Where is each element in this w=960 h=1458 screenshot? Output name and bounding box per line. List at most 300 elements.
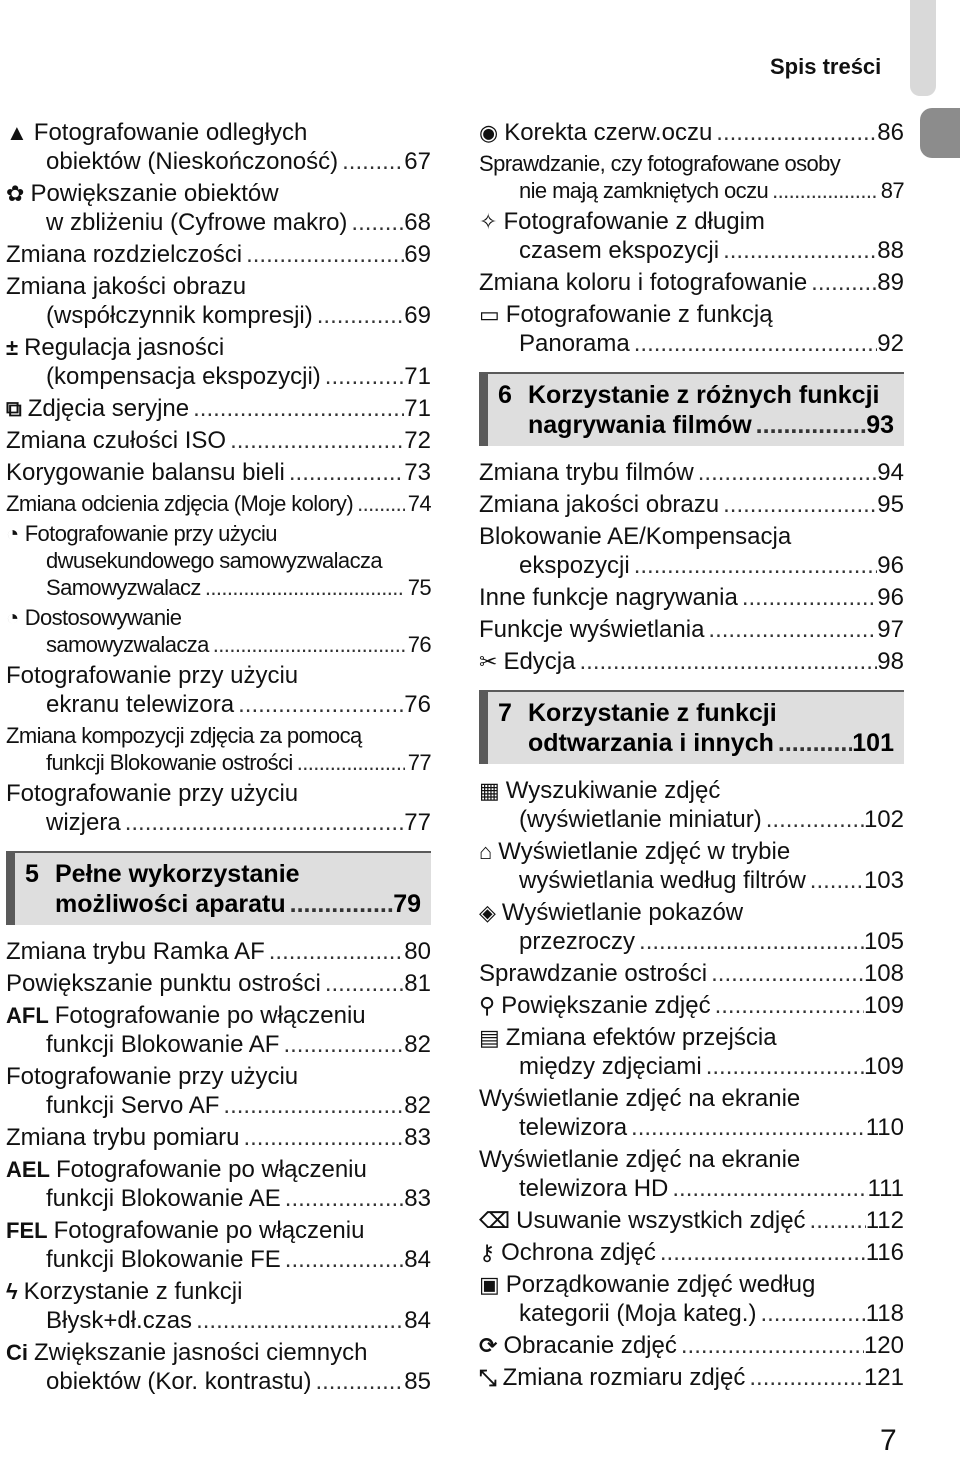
- toc-entry-line: [6, 1001, 431, 1030]
- toc-entry-line: [6, 333, 431, 362]
- toc-entry-text: Fotografowanie odległych: [33, 119, 308, 146]
- chapter-title-text: odtwarzania i innych: [528, 729, 774, 757]
- page-edge-tab-chapter: [920, 108, 960, 158]
- toc-entry-text: Fotografowanie z funkcją: [505, 301, 773, 328]
- toc-entry-text: Błysk+dł.czas: [46, 1307, 193, 1334]
- toc-entry[interactable]: [479, 1363, 904, 1392]
- toc-page-number: 80: [404, 938, 431, 965]
- toc-entry-line: [6, 272, 431, 301]
- toc-entry[interactable]: [6, 490, 431, 517]
- leader-dots: [806, 866, 864, 895]
- leader-dots: [694, 458, 878, 487]
- toc-entry-line: [6, 1184, 431, 1213]
- toc-entry-text: czasem ekspozycji: [519, 237, 720, 264]
- fel-icon: FEL: [6, 1218, 48, 1243]
- toc-entry-line: [6, 394, 431, 423]
- toc-entry-text: Zmiana rozdzielczości: [6, 241, 243, 268]
- leader-dots: [311, 1367, 404, 1396]
- toc-page-number: 81: [404, 970, 431, 997]
- toc-page-number: 71: [404, 395, 431, 422]
- toc-entry[interactable]: [6, 118, 431, 176]
- toc-entry-line: [6, 937, 431, 966]
- toc-entry[interactable]: [479, 991, 904, 1020]
- toc-entry-line: [479, 207, 904, 236]
- toc-page-number: 110: [865, 1114, 904, 1141]
- toc-page-number: 89: [877, 269, 904, 296]
- toc-entry-text: Zmiana odcienia zdjęcia (Moje kolory): [6, 491, 354, 516]
- toc-page-number: 87: [880, 178, 904, 203]
- chapter-title-text: nagrywania filmów: [528, 411, 752, 439]
- toc-entry[interactable]: [479, 615, 904, 644]
- leader-dots: [286, 889, 394, 919]
- toc-page-number: 97: [877, 616, 904, 643]
- toc-entry[interactable]: [479, 583, 904, 612]
- toc-entry-line: [6, 1306, 431, 1335]
- leader-dots: [209, 631, 405, 658]
- leader-dots: [189, 394, 404, 423]
- slow-synchro-icon: ϟ: [6, 1279, 18, 1304]
- chapter-title-line: [498, 698, 894, 728]
- toc-entry-line: [479, 805, 904, 834]
- toc-page-number: 84: [404, 1246, 431, 1273]
- toc-entry-line: [6, 547, 431, 574]
- toc-entry-line: [6, 362, 431, 391]
- toc-entry-line: [479, 583, 904, 612]
- chapter-title-line: [25, 859, 421, 889]
- toc-page-number: 76: [404, 691, 431, 718]
- toc-entry-text: Wyświetlanie zdjęć na ekranie: [479, 1146, 801, 1173]
- toc-entry[interactable]: [6, 394, 431, 423]
- toc-entry-line: [479, 1238, 904, 1267]
- toc-page-number: 75: [407, 575, 431, 600]
- toc-entry[interactable]: [6, 1277, 431, 1335]
- toc-page-number: 98: [877, 648, 904, 675]
- chapter-heading[interactable]: [479, 372, 904, 446]
- toc-entry-line: [6, 490, 431, 517]
- leader-dots: [226, 426, 404, 455]
- toc-entry-text: ekranu telewizora: [46, 691, 235, 718]
- toc-page-number: 108: [863, 960, 904, 987]
- toc-entry[interactable]: [6, 520, 431, 601]
- toc-entry-text: obiektów (Kor. kontrastu): [46, 1368, 312, 1395]
- toc-entry-text: Korzystanie z funkcji: [23, 1278, 243, 1305]
- toc-page-number: 103: [863, 867, 904, 894]
- toc-entry-line: [479, 1084, 904, 1113]
- toc-page-number: 77: [407, 750, 431, 775]
- toc-page-number: 84: [404, 1307, 431, 1334]
- page-number: 7: [880, 1424, 897, 1457]
- leader-dots: [719, 490, 877, 519]
- toc-entry-text: samowyzwalacza: [46, 632, 209, 657]
- toc-entry-text: Funkcje wyświetlania: [479, 616, 705, 643]
- toc-entry-text: Obracanie zdjęć: [503, 1332, 677, 1359]
- toc-entry-line: [479, 551, 904, 580]
- toc-entry-line: [479, 150, 904, 177]
- toc-entry-line: [6, 749, 431, 776]
- leader-dots: [704, 615, 877, 644]
- leader-dots: [353, 490, 405, 517]
- toc-entry-text: Zdjęcia seryjne: [27, 395, 190, 422]
- toc-page-number: 83: [404, 1185, 431, 1212]
- toc-entry-line: [479, 927, 904, 956]
- toc-entry-text: Inne funkcje nagrywania: [479, 584, 738, 611]
- toc-entry-line: [6, 631, 431, 658]
- toc-entry-text: Zmiana rozmiaru zdjęć: [502, 1364, 746, 1391]
- toc-entry[interactable]: [479, 1238, 904, 1267]
- chapter-title-text: Korzystanie z różnych funkcji: [528, 381, 880, 409]
- toc-entry-line: [479, 615, 904, 644]
- toc-page-number: 83: [404, 1124, 431, 1151]
- leader-dots: [630, 329, 878, 358]
- toc-entry-line: [6, 147, 431, 176]
- toc-page-number: 92: [877, 330, 904, 357]
- chapter-heading[interactable]: [479, 690, 904, 764]
- leader-dots: [656, 1238, 866, 1267]
- toc-entry-text: funkcji Servo AF: [46, 1092, 220, 1119]
- toc-entry-line: [479, 268, 904, 297]
- toc-page-number: 105: [863, 928, 904, 955]
- toc-entry-text: Fotografowanie po włączeniu: [54, 1002, 366, 1029]
- chapter-page-number: 93: [866, 411, 894, 439]
- toc-page-number: 109: [863, 992, 904, 1019]
- toc-entry-text: dwusekundowego samowyzwalacza: [46, 548, 383, 573]
- toc-entry-text: Wyświetlanie zdjęć w trybie: [498, 838, 791, 865]
- toc-page-number: 96: [877, 552, 904, 579]
- toc-entry-text: ekspozycji: [519, 552, 630, 579]
- toc-entry[interactable]: [479, 522, 904, 580]
- toc-page-number: 71: [404, 363, 431, 390]
- category-icon: ▣: [479, 1272, 500, 1297]
- long-shutter-icon: ✧: [479, 209, 498, 234]
- toc-entry-text: funkcji Blokowanie ostrości: [46, 750, 293, 775]
- toc-entry-line: [6, 661, 431, 690]
- toc-column-right: [479, 118, 904, 1395]
- toc-entry-line: [6, 1091, 431, 1120]
- page-edge-tab-top: [910, 0, 936, 96]
- toc-entry-text: Fotografowanie przy użyciu: [6, 1063, 299, 1090]
- toc-entry[interactable]: [6, 179, 431, 237]
- toc-entry-line: [479, 329, 904, 358]
- leader-dots: [219, 1091, 404, 1120]
- toc-entry-text: funkcji Blokowanie AF: [46, 1031, 280, 1058]
- toc-entry-line: [6, 1030, 431, 1059]
- toc-entry[interactable]: [479, 776, 904, 834]
- toc-entry-text: Edycja: [503, 648, 576, 675]
- leader-dots: [192, 1306, 404, 1335]
- leader-dots: [239, 1123, 404, 1152]
- ael-icon: AEL: [6, 1157, 50, 1182]
- toc-entry[interactable]: [479, 1084, 904, 1142]
- toc-page-number: 88: [877, 237, 904, 264]
- toc-page-number: 69: [404, 241, 431, 268]
- toc-page-number: 111: [867, 1175, 904, 1202]
- chapter-page-number: 79: [393, 890, 421, 918]
- continuous-shooting-icon: ⧉: [6, 396, 22, 421]
- toc-entry[interactable]: [479, 1331, 904, 1360]
- chapter-number: 6: [498, 381, 512, 409]
- leader-dots: [752, 410, 867, 440]
- leader-dots: [756, 1299, 865, 1328]
- filtered-playback-icon: ⌂: [479, 839, 493, 864]
- toc-entry-line: [479, 776, 904, 805]
- chapter-number: 7: [498, 699, 512, 727]
- toc-entry-text: Fotografowanie przy użyciu: [24, 521, 277, 546]
- toc-entry-text: Korekta czerw.oczu: [504, 119, 713, 146]
- toc-entry-line: [479, 898, 904, 927]
- slideshow-icon: ◈: [479, 900, 496, 925]
- leader-dots: [668, 1174, 867, 1203]
- toc-entry-line: [6, 1123, 431, 1152]
- toc-page-number: 109: [863, 1053, 904, 1080]
- scissors-icon: ✂: [479, 649, 498, 674]
- leader-dots: [806, 1206, 866, 1235]
- leader-dots: [707, 959, 864, 988]
- toc-entry[interactable]: [6, 1123, 431, 1152]
- toc-page-number: 74: [407, 491, 431, 516]
- toc-entry-text: Ochrona zdjęć: [501, 1239, 656, 1266]
- toc-entry-text: Powiększanie obiektów: [30, 180, 279, 207]
- toc-entry-text: (wyświetlanie miniatur): [519, 806, 762, 833]
- self-timer-custom-icon: ◔: [6, 605, 19, 630]
- toc-entry-text: między zdjęciami: [519, 1053, 702, 1080]
- chapter-title-line: [498, 380, 894, 410]
- toc-entry-line: [6, 118, 431, 147]
- toc-page-number: 67: [404, 148, 431, 175]
- toc-page-number: 77: [404, 809, 431, 836]
- toc-entry-text: Fotografowanie po włączeniu: [56, 1156, 367, 1183]
- toc-page-number: 120: [863, 1332, 904, 1359]
- toc-entry-line: [6, 1277, 431, 1306]
- toc-entry-line: [6, 1338, 431, 1367]
- toc-entry-line: [479, 236, 904, 265]
- toc-entry[interactable]: [6, 240, 431, 269]
- toc-entry-text: (kompensacja ekspozycji): [46, 363, 321, 390]
- leader-dots: [293, 749, 405, 776]
- toc-entry-line: [479, 490, 904, 519]
- toc-entry-text: Powiększanie zdjęć: [501, 992, 711, 1019]
- toc-entry[interactable]: [6, 1001, 431, 1059]
- leader-dots: [630, 551, 878, 580]
- toc-entry-line: [479, 647, 904, 676]
- toc-entry-text: wizjera: [46, 809, 121, 836]
- toc-entry-text: Zwiększanie jasności ciemnych: [34, 1339, 368, 1366]
- leader-dots: [313, 301, 405, 330]
- toc-entry-line: [6, 690, 431, 719]
- toc-entry[interactable]: [479, 268, 904, 297]
- toc-entry-line: [6, 574, 431, 601]
- leader-dots: [281, 1184, 405, 1213]
- toc-page-number: 94: [877, 459, 904, 486]
- leader-dots: [712, 118, 877, 147]
- toc-entry-line: [6, 1155, 431, 1184]
- leader-dots: [677, 1331, 864, 1360]
- erase-icon: ⌫: [479, 1208, 511, 1233]
- toc-entry[interactable]: [6, 1155, 431, 1213]
- toc-entry-line: [6, 1062, 431, 1091]
- toc-entry-text: Regulacja jasności: [24, 334, 225, 361]
- toc-entry[interactable]: [479, 150, 904, 204]
- toc-entry-text: Wyświetlanie pokazów: [501, 899, 744, 926]
- leader-dots: [242, 240, 404, 269]
- toc-entry-line: [479, 1299, 904, 1328]
- toc-entry-line: [479, 1113, 904, 1142]
- toc-entry-line: [6, 969, 431, 998]
- toc-entry-text: Usuwanie wszystkich zdjęć: [516, 1207, 806, 1234]
- chapter-title-line: [25, 889, 421, 919]
- toc-entry[interactable]: [6, 426, 431, 455]
- toc-entry-line: [6, 458, 431, 487]
- chapter-title-text: Korzystanie z funkcji: [528, 699, 777, 727]
- toc-entry-line: [6, 240, 431, 269]
- exposure-compensation-icon: ±: [6, 335, 19, 360]
- toc-entry-line: [479, 837, 904, 866]
- toc-entry[interactable]: [6, 779, 431, 837]
- toc-entry-text: Fotografowanie z długim: [503, 208, 765, 235]
- leader-dots: [265, 937, 405, 966]
- toc-entry[interactable]: [479, 458, 904, 487]
- toc-entry-line: [479, 1174, 904, 1203]
- toc-entry[interactable]: [479, 1206, 904, 1235]
- toc-entry-text: przezroczy: [519, 928, 636, 955]
- leader-dots: [347, 208, 404, 237]
- toc-entry-text: Wyświetlanie zdjęć na ekranie: [479, 1085, 801, 1112]
- digital-macro-icon: ✿: [6, 181, 25, 206]
- toc-entry-text: Zmiana trybu Ramka AF: [6, 938, 265, 965]
- toc-page-number: 118: [865, 1300, 904, 1327]
- toc-page-number: 116: [865, 1239, 904, 1266]
- toc-entry-line: [6, 1245, 431, 1274]
- toc-entry[interactable]: [6, 333, 431, 391]
- toc-entry-line: [479, 959, 904, 988]
- toc-entry[interactable]: [479, 207, 904, 265]
- leader-dots: [762, 805, 864, 834]
- toc-entry-text: Fotografowanie po włączeniu: [53, 1217, 365, 1244]
- toc-entry[interactable]: [6, 272, 431, 330]
- toc-entry-line: [6, 179, 431, 208]
- toc-column-left: [6, 118, 431, 1399]
- toc-entry-text: funkcji Blokowanie AE: [46, 1185, 281, 1212]
- toc-page-number: 121: [863, 1364, 904, 1391]
- leader-dots: [279, 1030, 404, 1059]
- toc-entry-text: (współczynnik kompresji): [46, 302, 313, 329]
- leader-dots: [807, 268, 877, 297]
- toc-entry-text: Porządkowanie zdjęć według: [505, 1271, 816, 1298]
- toc-entry[interactable]: [479, 1023, 904, 1081]
- toc-entry[interactable]: [479, 837, 904, 895]
- toc-entry-line: [6, 1367, 431, 1396]
- leader-dots: [281, 1245, 405, 1274]
- leader-dots: [234, 690, 404, 719]
- toc-entry-text: Korygowanie balansu bieli: [6, 459, 285, 486]
- toc-entry-text: Fotografowanie przy użyciu: [6, 780, 299, 807]
- toc-entry[interactable]: [479, 1145, 904, 1203]
- chapter-title-text: możliwości aparatu: [55, 890, 286, 918]
- leader-dots: [711, 991, 864, 1020]
- leader-dots: [321, 969, 404, 998]
- toc-entry-line: [6, 208, 431, 237]
- toc-page-number: 102: [863, 806, 904, 833]
- self-timer-2s-icon: ◔: [6, 521, 19, 546]
- toc-entry-line: [6, 604, 431, 631]
- toc-page-number: 69: [404, 302, 431, 329]
- toc-page-number: 82: [404, 1092, 431, 1119]
- toc-entry[interactable]: [479, 647, 904, 676]
- toc-entry[interactable]: [6, 937, 431, 966]
- toc-entry-text: nie mają zamkniętych oczu: [519, 178, 769, 203]
- toc-entry[interactable]: [479, 1270, 904, 1328]
- header-title: Spis treści: [770, 54, 882, 79]
- protect-key-icon: ⚷: [479, 1240, 496, 1265]
- toc-entry-text: Wyszukiwanie zdjęć: [505, 777, 721, 804]
- toc-entry-text: Blokowanie AE/Kompensacja: [479, 523, 792, 550]
- leader-dots: [738, 583, 877, 612]
- toc-entry-text: Sprawdzanie ostrości: [479, 960, 708, 987]
- toc-entry-line: [479, 1331, 904, 1360]
- toc-entry[interactable]: [6, 1216, 431, 1274]
- chapter-page-number: 101: [852, 729, 894, 757]
- toc-entry[interactable]: [6, 969, 431, 998]
- toc-page-number: 112: [865, 1207, 904, 1234]
- toc-page-number: 95: [877, 491, 904, 518]
- leader-dots: [719, 236, 877, 265]
- toc-entry[interactable]: [6, 1338, 431, 1396]
- leader-dots: [627, 1113, 866, 1142]
- toc-entry[interactable]: [6, 722, 431, 776]
- toc-entry-text: funkcji Blokowanie FE: [46, 1246, 281, 1273]
- toc-entry[interactable]: [479, 300, 904, 358]
- chapter-title-text: Pełne wykorzystanie: [55, 860, 300, 888]
- toc-entry-line: [479, 522, 904, 551]
- toc-entry-text: Zmiana kompozycji zdjęcia za pomocą: [6, 723, 362, 748]
- toc-entry[interactable]: [479, 898, 904, 956]
- toc-entry-text: telewizora HD: [519, 1175, 669, 1202]
- toc-entry-text: kategorii (Moja kateg.): [519, 1300, 757, 1327]
- resize-icon: ⤡: [479, 1365, 497, 1390]
- leader-dots: [321, 362, 405, 391]
- leader-dots: [285, 458, 404, 487]
- toc-entry-text: Panorama: [519, 330, 630, 357]
- toc-page-number: 86: [877, 119, 904, 146]
- toc-entry[interactable]: [6, 1062, 431, 1120]
- toc-entry-text: Powiększanie punktu ostrości: [6, 970, 321, 997]
- leader-dots: [121, 808, 405, 837]
- toc-entry-line: [479, 458, 904, 487]
- toc-entry-line: [6, 808, 431, 837]
- leader-dots: [774, 728, 852, 758]
- toc-entry[interactable]: [6, 604, 431, 658]
- toc-page-number: 85: [404, 1368, 431, 1395]
- leader-dots: [635, 927, 864, 956]
- toc-entry-line: [6, 1216, 431, 1245]
- toc-entry-line: [6, 301, 431, 330]
- toc-page-number: 72: [404, 427, 431, 454]
- toc-entry-line: [479, 1145, 904, 1174]
- toc-entry-line: [479, 1052, 904, 1081]
- toc-entry-line: [479, 177, 904, 204]
- toc-entry-text: Zmiana czułości ISO: [6, 427, 227, 454]
- toc-entry[interactable]: [6, 458, 431, 487]
- toc-entry-text: Zmiana jakości obrazu: [479, 491, 720, 518]
- toc-entry[interactable]: [479, 118, 904, 147]
- toc-page-number: 76: [407, 632, 431, 657]
- toc-entry-text: wyświetlania według filtrów: [519, 867, 806, 894]
- magnify-icon: ⚲: [479, 993, 496, 1018]
- toc-page-number: 73: [404, 459, 431, 486]
- toc-entry[interactable]: [479, 490, 904, 519]
- toc-entry[interactable]: [479, 959, 904, 988]
- toc-entry[interactable]: [6, 661, 431, 719]
- chapter-heading[interactable]: [6, 851, 431, 925]
